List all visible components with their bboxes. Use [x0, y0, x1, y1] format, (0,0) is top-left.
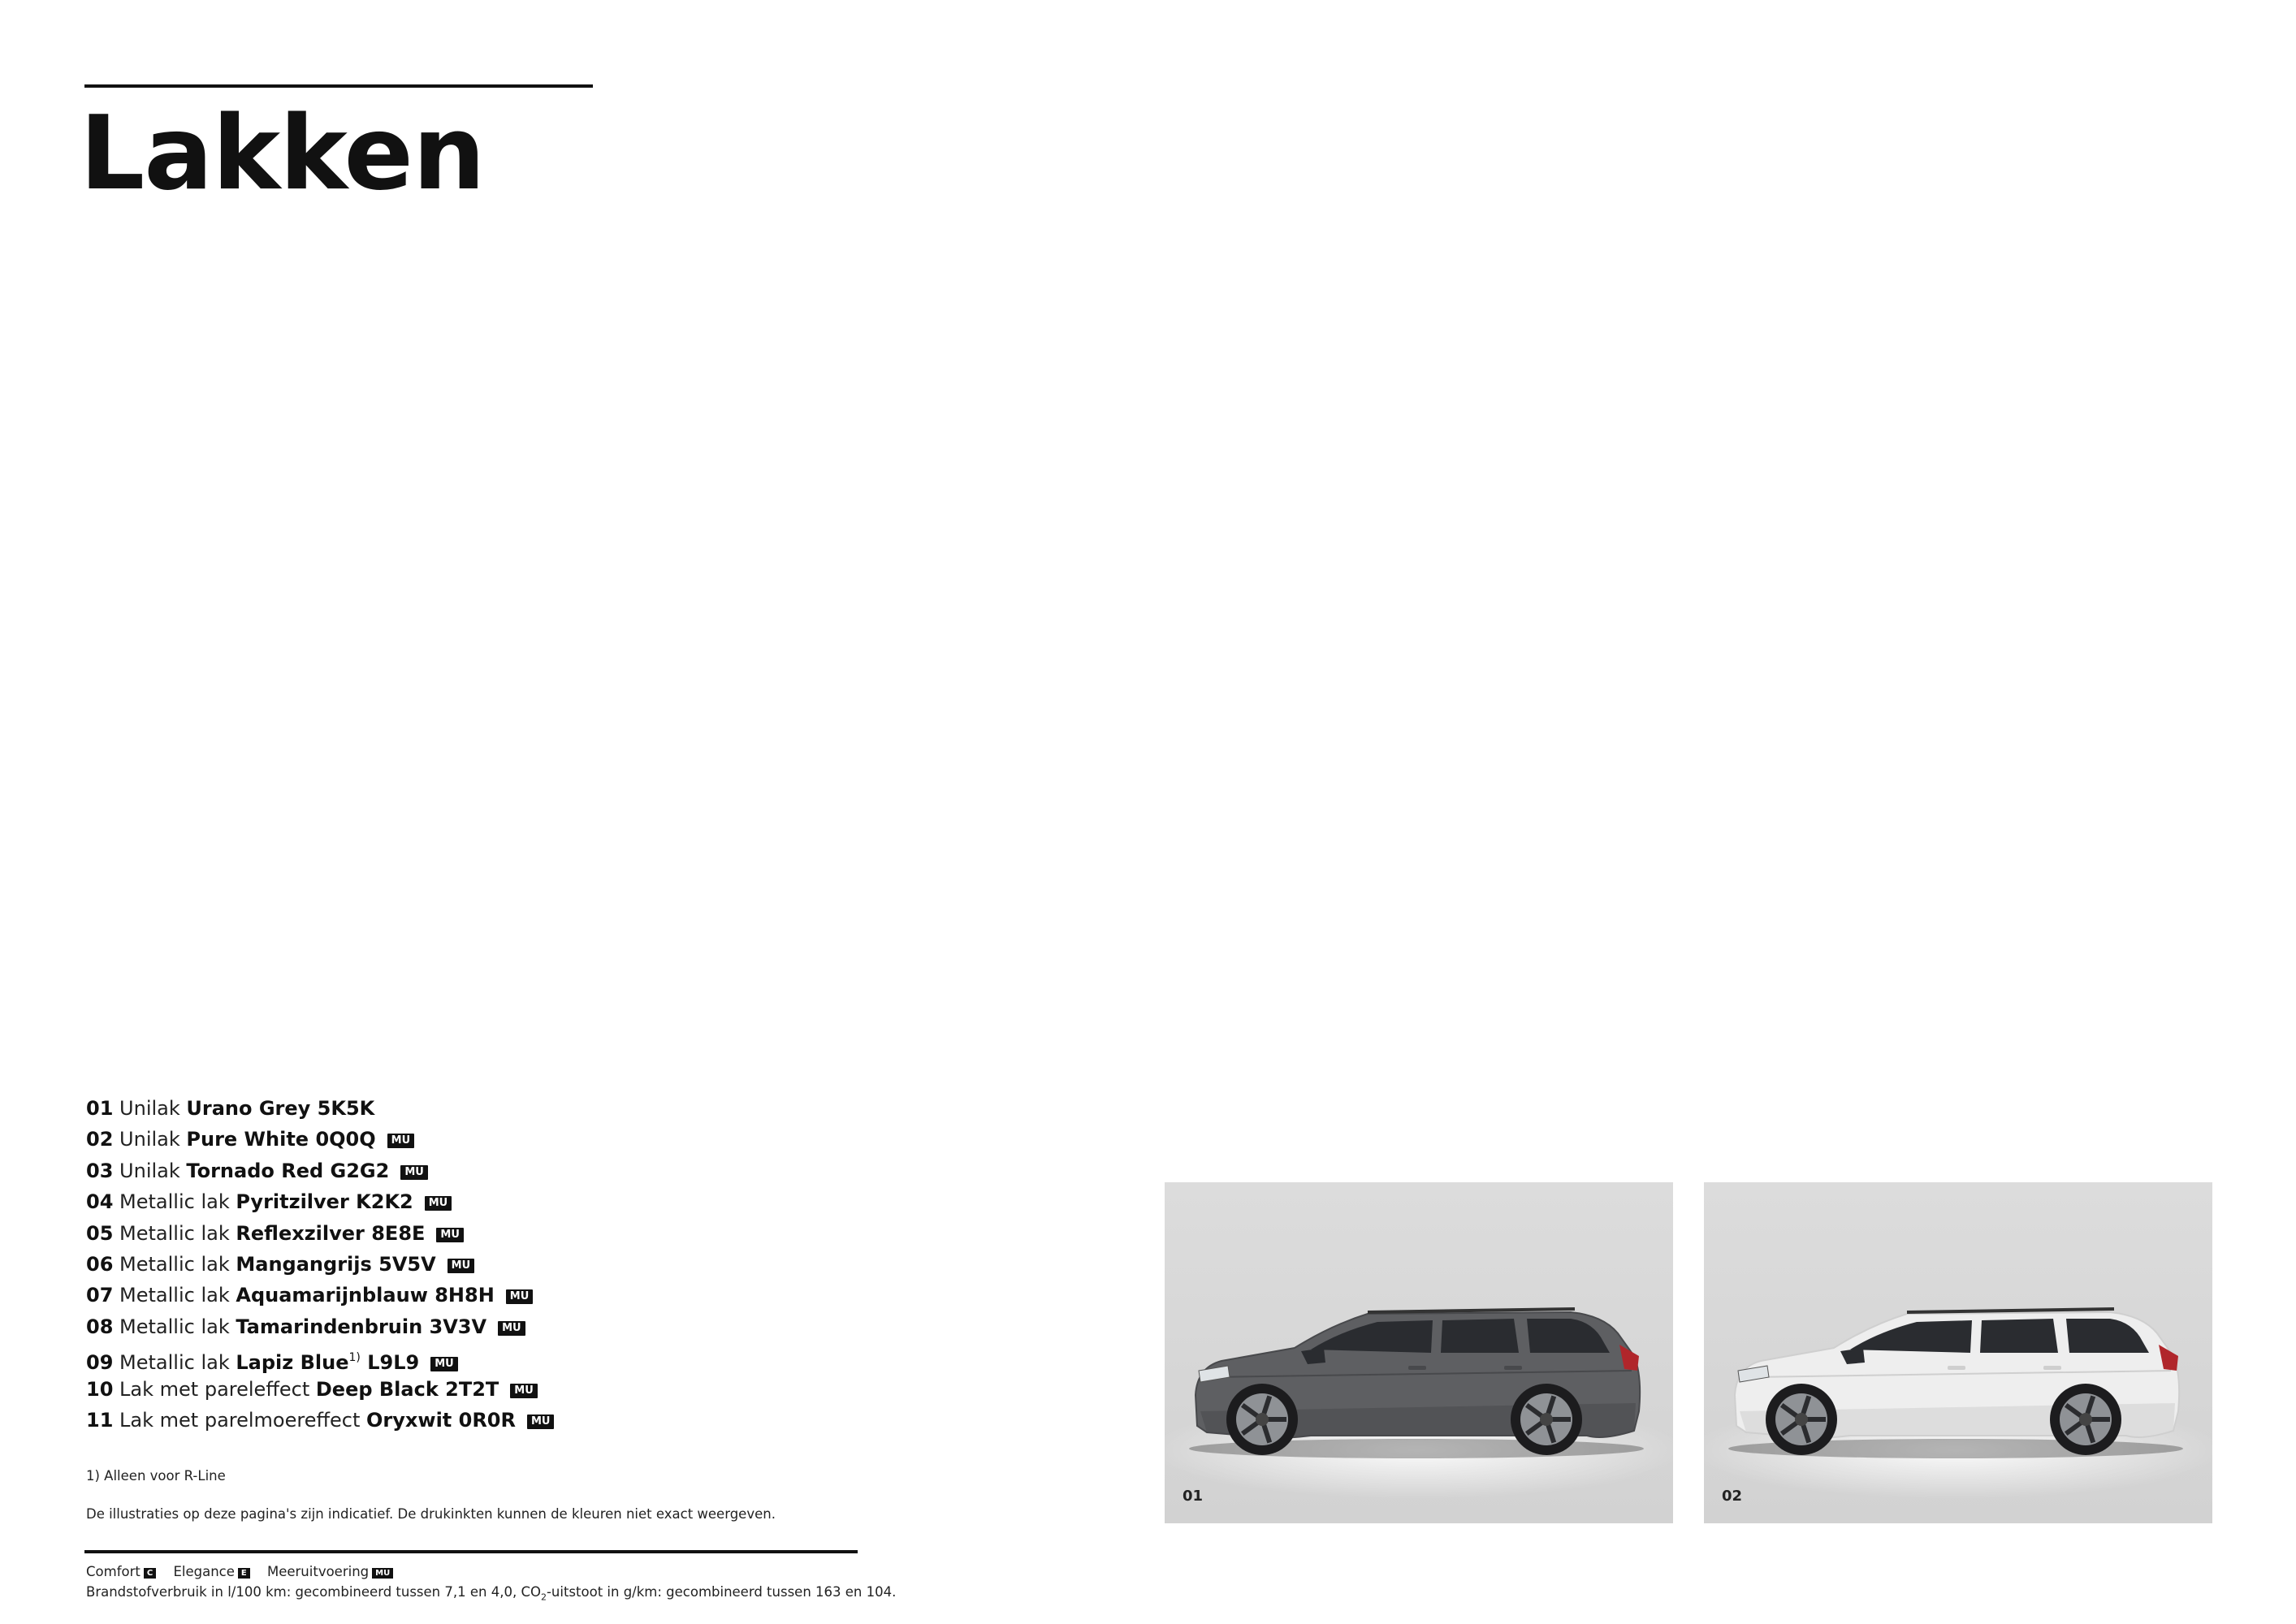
top-rule — [84, 84, 593, 88]
mu-badge: MU — [430, 1357, 458, 1371]
list-item — [86, 1218, 554, 1249]
mu-badge: MU — [387, 1134, 415, 1148]
meeruitvoering-badge: MU — [372, 1568, 393, 1579]
rear-window — [1980, 1319, 2058, 1353]
paint-name: Reflexzilver 8E8E — [236, 1221, 426, 1245]
item-number: 04 — [86, 1190, 114, 1214]
car-image-card-01 — [1165, 1182, 1673, 1523]
elegance-badge: E — [238, 1568, 250, 1579]
car-grey-icon — [1165, 1182, 1673, 1523]
wheel-hub — [1795, 1413, 1808, 1426]
list-item — [86, 1124, 554, 1155]
item-number: 09 — [86, 1351, 114, 1375]
paint-type: Unilak — [119, 1128, 180, 1151]
consumption-text-start: Brandstofverbruik in l/100 km: gecombineerd tussen 7,1 en 4,0, CO — [86, 1584, 541, 1600]
fuel-consumption-note — [86, 1584, 896, 1602]
disclaimer: De illustraties op deze pagina's zijn indicatief. De drukinkten kunnen de kleuren niet exact weergeven. — [86, 1506, 776, 1522]
paint-type: Metallic lak — [119, 1190, 230, 1214]
paint-name: Aquamarijnblauw 8H8H — [236, 1284, 495, 1307]
paint-type: Lak met parelmoereffect — [119, 1408, 361, 1432]
item-number: 01 — [86, 1097, 114, 1120]
bottom-rule — [84, 1550, 858, 1553]
list-item — [86, 1374, 554, 1405]
paint-type: Unilak — [119, 1159, 180, 1182]
item-number: 11 — [86, 1408, 114, 1432]
co2-subscript: 2 — [540, 1592, 547, 1603]
car-image-card-02 — [1704, 1182, 2212, 1523]
item-number: 06 — [86, 1252, 114, 1276]
mu-badge: MU — [400, 1165, 428, 1180]
legend-meeruitvoering-label: Meeruitvoering — [266, 1564, 370, 1579]
paint-type: Metallic lak — [119, 1252, 230, 1276]
paint-name: Pure White 0Q0Q — [186, 1128, 376, 1151]
wheel-hub — [1256, 1413, 1269, 1426]
consumption-text-end: -uitstoot in g/km: gecombineerd tussen 163 en 104. — [546, 1584, 897, 1600]
rear-window — [1441, 1319, 1519, 1353]
paint-name: Deep Black 2T2T — [315, 1377, 499, 1401]
page-title: Lakken — [80, 93, 485, 213]
list-item — [86, 1405, 554, 1436]
legend-comfort-label: Comfort — [86, 1564, 141, 1579]
door-handle — [2043, 1366, 2061, 1370]
car-white-icon — [1704, 1182, 2212, 1523]
item-number: 07 — [86, 1284, 114, 1307]
paint-type: Lak met pareleffect — [119, 1377, 310, 1401]
paint-name: Urano Grey 5K5K — [186, 1097, 375, 1120]
door-handle — [1504, 1366, 1522, 1370]
mu-badge: MU — [510, 1384, 538, 1398]
footnote: 1) Alleen voor R-Line — [86, 1468, 226, 1484]
paint-name: Pyritzilver K2K2 — [236, 1190, 413, 1214]
list-item — [86, 1249, 554, 1280]
paint-name — [236, 1351, 419, 1374]
paint-type: Metallic lak — [119, 1315, 230, 1338]
list-item — [86, 1311, 554, 1342]
legend-elegance-label: Elegance — [173, 1564, 235, 1579]
list-item — [86, 1093, 554, 1124]
item-number: 03 — [86, 1159, 114, 1182]
list-item — [86, 1342, 554, 1373]
paint-type: Metallic lak — [119, 1351, 230, 1375]
paint-name-text: Lapiz Blue — [236, 1351, 349, 1375]
mu-badge: MU — [506, 1289, 534, 1304]
card-label: 02 — [1722, 1488, 1743, 1505]
list-item — [86, 1280, 554, 1311]
mu-badge: MU — [448, 1259, 475, 1273]
wheel-hub — [1540, 1413, 1553, 1426]
item-number: 10 — [86, 1377, 114, 1401]
mu-badge: MU — [527, 1415, 555, 1429]
paint-type: Metallic lak — [119, 1221, 230, 1245]
mu-badge: MU — [425, 1196, 452, 1211]
item-number: 05 — [86, 1221, 114, 1245]
item-number: 08 — [86, 1315, 114, 1338]
paint-color-list — [86, 1093, 554, 1436]
paint-type: Unilak — [119, 1097, 180, 1120]
door-handle — [1948, 1366, 1965, 1370]
mu-badge: MU — [498, 1321, 525, 1336]
door-handle — [1408, 1366, 1426, 1370]
paint-name: Tornado Red G2G2 — [186, 1159, 390, 1182]
paint-type: Metallic lak — [119, 1284, 230, 1307]
item-number: 02 — [86, 1128, 114, 1151]
paint-name: Tamarindenbruin 3V3V — [236, 1315, 487, 1338]
wheel-hub — [2079, 1413, 2092, 1426]
footnote-marker: 1) — [348, 1351, 361, 1365]
list-item — [86, 1155, 554, 1186]
mu-badge: MU — [436, 1228, 464, 1242]
paint-name: Oryxwit 0R0R — [366, 1408, 516, 1432]
card-label: 01 — [1183, 1488, 1204, 1505]
trim-legend — [86, 1564, 406, 1579]
paint-code: L9L9 — [367, 1351, 420, 1375]
comfort-badge: C — [144, 1568, 156, 1579]
paint-name: Mangangrijs 5V5V — [236, 1252, 436, 1276]
list-item — [86, 1186, 554, 1217]
